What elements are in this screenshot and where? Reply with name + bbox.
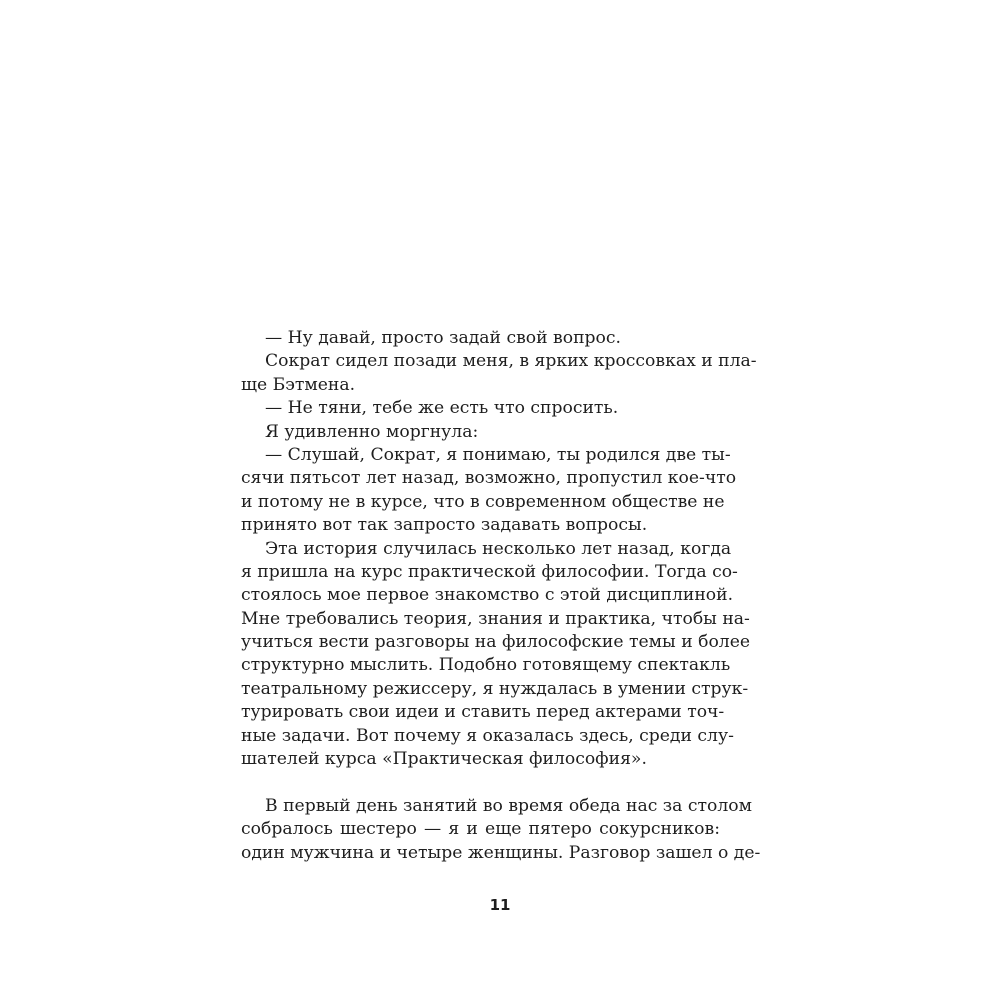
text-line: стоялось мое первое знакомство с этой дисциплиной. — [241, 585, 734, 606]
text-line: структурно мыслить. Подобно готовящему спектакль — [241, 655, 731, 676]
text-line: театральному режиссеру, я нуждалась в умении струк- — [241, 678, 749, 699]
text-line: Эта история случилась несколько лет назад, когда — [265, 538, 732, 559]
text-line: ные задачи. Вот почему я оказалась здесь, среди слу- — [241, 725, 734, 746]
text-line: учиться вести разговоры на философские темы и более — [241, 632, 751, 653]
text-line: Мне требовались теория, знания и практика, чтобы на- — [241, 608, 750, 629]
text-line: турировать свои идеи и ставить перед актерами точ- — [241, 702, 725, 723]
text-line: один мужчина и четыре женщины. Разговор зашел о де- — [241, 842, 761, 863]
text-line: — Ну давай, просто задай свой вопрос. — [265, 328, 621, 348]
text-line: Сократ сидел позади меня, в ярких кроссовках и пла- — [265, 351, 757, 372]
text-line: шателей курса «Практическая философия». — [241, 749, 647, 770]
page-number: 11 — [489, 896, 511, 914]
text-line: — Слушай, Сократ, я понимаю, ты родился две ты- — [265, 444, 731, 465]
body-text — [241, 327, 761, 865]
text-line: собралось шестеро — я и еще пятеро сокурсников: — [241, 819, 720, 840]
text-line: Я удивленно моргнула: — [265, 421, 479, 442]
paragraph-gap — [241, 771, 720, 794]
text-line: принято вот так запросто задавать вопросы. — [241, 515, 648, 536]
text-line: ще Бэтмена. — [241, 374, 356, 395]
text-line: сячи пятьсот лет назад, возможно, пропустил кое-что — [241, 468, 737, 489]
text-line: я пришла на курс практической философии. Тогда со- — [241, 561, 738, 582]
text-line: и потому не в курсе, что в современном обществе не — [241, 491, 725, 512]
text-line: В первый день занятий во время обеда нас за столом — [265, 795, 752, 816]
text-line: — Не тяни, тебе же есть что спросить. — [265, 398, 619, 419]
